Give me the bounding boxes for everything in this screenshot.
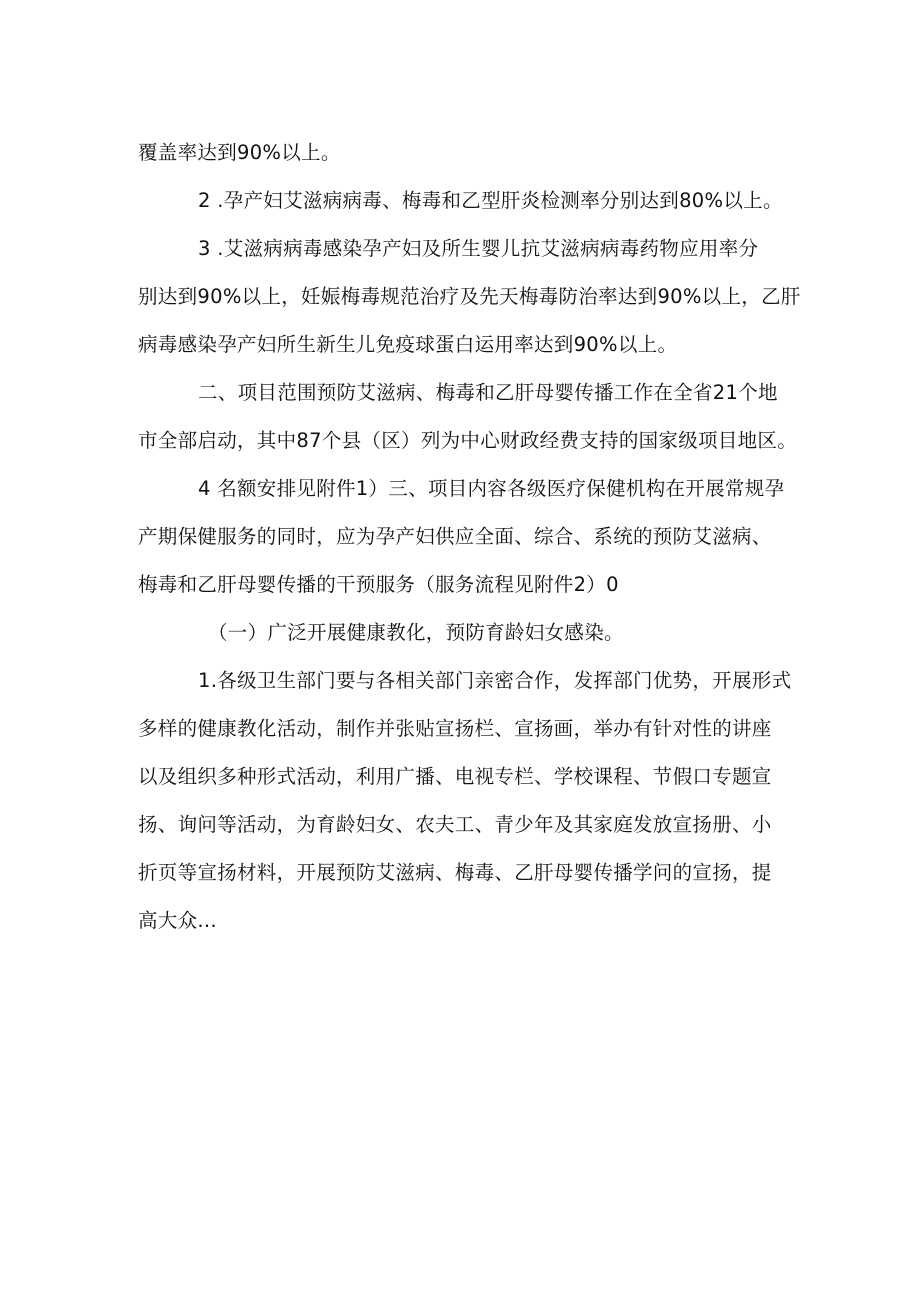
paragraph-line: 2 .孕产妇艾滋病病毒、梅毒和乙型肝炎检测率分别达到80%以上。 [198,189,783,212]
paragraph-line: 以及组织多种形式活动，利用广播、电视专栏、学校课程、节假口专题宣 [138,765,772,788]
paragraph-line: 病毒感染孕产妇所生新生儿免疫球蛋白运用率达到90%以上。 [138,333,678,356]
paragraph-line: 高大众... [138,909,217,932]
paragraph-line: 折页等宣扬材料，开展预防艾滋病、梅毒、乙肝母婴传播学问的宣扬，提 [138,861,772,884]
paragraph-line: 市全部启动，其中87个县（区）列为中心财政经费支持的国家级项目地区。 [138,429,798,452]
paragraph-line: 扬、询问等活动，为育龄妇女、农夫工、青少年及其家庭发放宣扬册、小 [138,813,772,836]
paragraph-line: 梅毒和乙肝母婴传播的干预服务（服务流程见附件2）0 [138,573,619,596]
paragraph-line: 多样的健康教化活动，制作并张贴宣扬栏、宣扬画，举办有针对性的讲座 [138,717,772,740]
paragraph-line: 二、项目范围预防艾滋病、梅毒和乙肝母婴传播工作在全省21个地 [198,381,778,404]
paragraph-line: 3 .艾滋病病毒感染孕产妇及所生婴儿抗艾滋病病毒药物应用率分 [198,237,759,260]
paragraph-line: 1.各级卫生部门要与各相关部门亲密合作，发挥部门优势，开展形式 [198,669,792,692]
paragraph-line: 4 名额安排见附件1）三、项目内容各级医疗保健机构在开展常规孕 [198,477,785,500]
paragraph-line: 覆盖率达到90%以上。 [138,141,341,164]
section-heading: （一）广泛开展健康教化，预防育龄妇女感染。 [208,621,624,644]
paragraph-line: 别达到90%以上，妊娠梅毒规范治疗及先天梅毒防治率达到90%以上，乙肝 [138,285,801,308]
paragraph-line: 产期保健服务的同时，应为孕产妇供应全面、综合、系统的预防艾滋病、 [138,525,772,548]
